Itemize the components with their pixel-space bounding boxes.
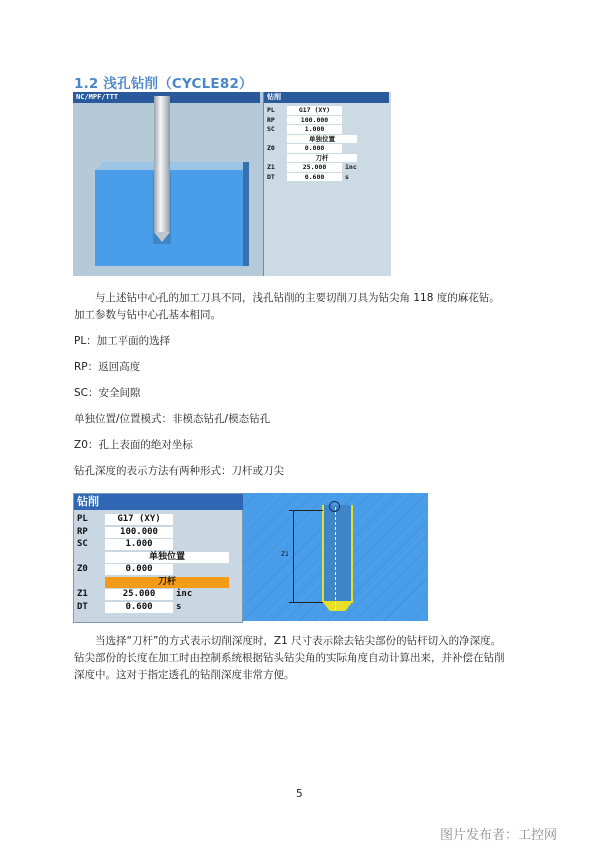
param-field[interactable]: 0.600 [105, 602, 173, 613]
param-label: Z1 [267, 163, 275, 171]
section-heading: 1.2 浅孔钻削（CYCLE82） [74, 76, 253, 92]
param-row-depth-mode [267, 154, 389, 164]
param-label: Z0 [77, 564, 88, 574]
dimension-tick-top [289, 510, 323, 511]
drill-illustration [73, 92, 263, 276]
def-rp: RP：返回高度 [74, 361, 141, 373]
panel-title: 钻削 [264, 92, 389, 103]
param-field[interactable]: G17 (XY) [105, 514, 173, 525]
parameter-panel [263, 92, 391, 276]
workpiece-side [243, 162, 249, 266]
param-row-position-mode [77, 552, 237, 565]
cycle-screen-1 [73, 92, 391, 276]
param-row-depth-mode [77, 577, 237, 590]
param-row-rp [267, 116, 389, 126]
centerline [243, 493, 428, 621]
panel-title: 钻削 [74, 494, 243, 510]
param-row-z1 [267, 163, 389, 173]
param-unit: inc [176, 589, 193, 599]
para2-line-1: 当选择“刀杆”的方式表示切削深度时，Z1 尺寸表示除去钻尖部份的钻杆切入的净深度。 [95, 635, 502, 647]
param-row-position-mode [267, 135, 389, 145]
param-field[interactable]: 25.000 [287, 163, 342, 172]
param-field[interactable]: 0.600 [287, 173, 342, 182]
param-label: PL [267, 106, 275, 114]
param-row-z0 [267, 144, 389, 154]
parameter-list [267, 106, 389, 182]
param-field[interactable]: 单独位置 [287, 135, 357, 144]
intro-line-1: 与上述钻中心孔的加工刀具不同，浅孔钻削的主要切削刀具为钻尖角 118 度的麻花钻。 [95, 292, 500, 304]
reference-point-icon [329, 501, 340, 512]
param-field[interactable]: 刀杆 [287, 154, 357, 163]
def-sc: SC：安全间隙 [74, 387, 141, 399]
param-label: RP [77, 526, 88, 537]
param-field[interactable]: 0.000 [105, 564, 173, 575]
dimension-label: Z1 [281, 550, 289, 558]
dimension-tick-bottom [289, 602, 323, 603]
program-path: NC/MPF/TTT [73, 92, 260, 103]
param-row-sc [77, 539, 237, 552]
cycle-screen-2 [73, 493, 243, 623]
param-field[interactable]: 100.000 [287, 116, 342, 125]
parameter-list [77, 514, 237, 614]
publisher-credit: 图片发布者：工控网 [440, 828, 558, 843]
param-field[interactable]: 1.000 [105, 539, 173, 550]
page-number: 5 [296, 788, 303, 800]
param-field[interactable]: 0.000 [287, 144, 342, 153]
param-unit: inc [345, 163, 357, 171]
dimension-line [293, 510, 294, 602]
param-label: Z0 [267, 144, 275, 152]
def-z0: Z0：孔上表面的绝对坐标 [74, 439, 193, 451]
def-depth-mode: 钻孔深度的表示方法有两种形式：刀杆或刀尖 [74, 465, 284, 477]
param-unit: s [345, 172, 349, 181]
param-row-z0 [77, 564, 237, 577]
param-row-z1 [77, 589, 237, 602]
param-field[interactable]: 25.000 [105, 589, 173, 600]
param-label: DT [77, 601, 88, 612]
param-field[interactable]: G17 (XY) [287, 106, 342, 115]
param-row-sc [267, 125, 389, 135]
param-unit: s [176, 601, 182, 612]
param-field[interactable]: 单独位置 [105, 552, 229, 563]
param-field[interactable]: 1.000 [287, 125, 342, 134]
def-position-mode: 单独位置/位置模式：非模态钻孔/模态钻孔 [74, 413, 271, 425]
param-row-dt [267, 173, 389, 183]
param-field-selected[interactable]: 刀杆 [105, 577, 229, 588]
intro-line-2: 加工参数与钻中心孔基本相同。 [74, 309, 221, 321]
param-label: Z1 [77, 589, 88, 599]
twist-drill-icon [154, 96, 170, 232]
param-label: SC [77, 539, 88, 549]
param-label: DT [267, 172, 275, 181]
para2-line-3: 深度中。这对于指定透孔的钻削深度非常方便。 [74, 669, 295, 681]
def-pl: PL：加工平面的选择 [74, 335, 171, 347]
param-label: RP [267, 115, 275, 124]
param-row-pl [77, 514, 237, 527]
param-label: SC [267, 125, 275, 133]
depth-diagram [243, 493, 428, 621]
param-label: PL [77, 514, 88, 524]
param-row-pl [267, 106, 389, 116]
param-row-dt [77, 602, 237, 615]
para2-line-2: 钻尖部份的长度在加工时由控制系统根据钻头钻尖角的实际角度自动计算出来，并补偿在钻削 [74, 652, 505, 664]
param-field[interactable]: 100.000 [105, 527, 173, 538]
param-row-rp [77, 527, 237, 540]
